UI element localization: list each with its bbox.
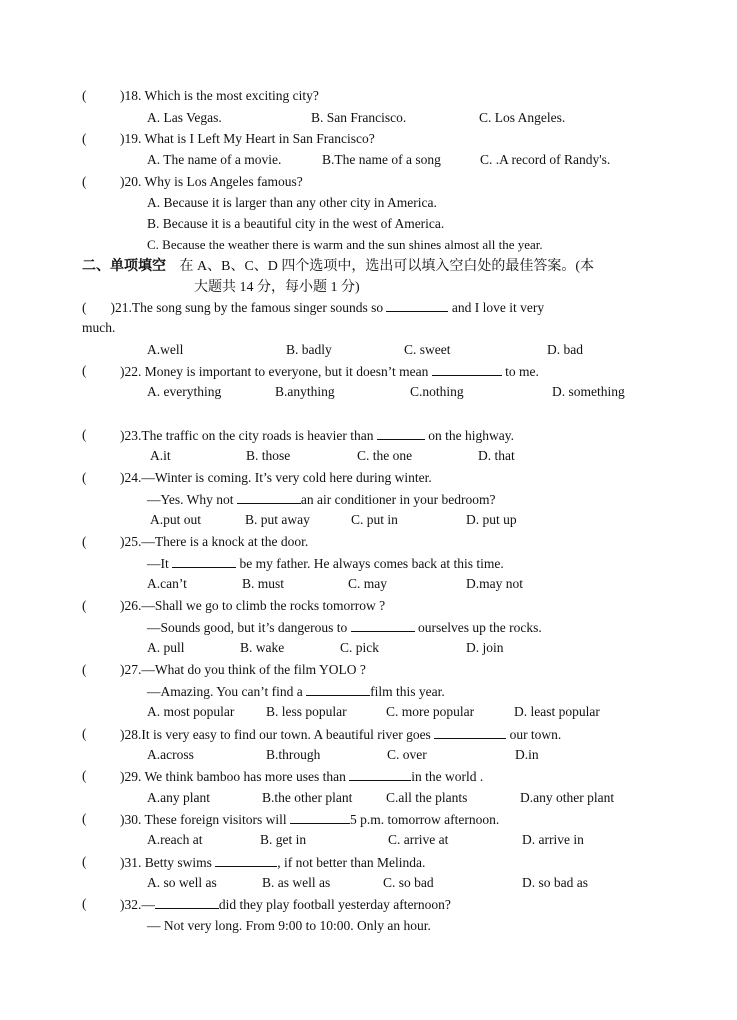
question-32-dialog: — Not very long. From 9:00 to 10:00. Only an hour. — [147, 918, 431, 933]
option-d: D.in — [515, 747, 539, 762]
option-c: C.nothing — [410, 384, 464, 399]
option-b: B. badly — [286, 342, 332, 357]
option-b: B.anything — [275, 384, 335, 399]
answer-blank — [306, 683, 370, 696]
option-d: D.any other plant — [520, 790, 615, 805]
option-a: A. so well as — [147, 875, 217, 890]
option-a: A.well — [147, 342, 184, 357]
option-c: C. pick — [340, 640, 379, 655]
answer-blank — [349, 768, 411, 781]
option-d: D. something — [552, 384, 625, 399]
section-heading — [82, 256, 657, 295]
question-25-dialog: —It be my father. He always comes back at this time. — [147, 556, 504, 571]
option-a: A. Las Vegas. — [147, 110, 222, 125]
option-b: B. get in — [260, 832, 307, 847]
option-c: C. more popular — [386, 704, 475, 719]
answer-paren: ( — [82, 363, 87, 378]
option-d: D. join — [466, 640, 504, 655]
answer-paren: ( — [82, 854, 87, 869]
option-a: A.put out — [150, 512, 202, 527]
option-a: A.across — [147, 747, 194, 762]
answer-blank — [386, 299, 448, 312]
answer-paren: ( — [82, 811, 87, 826]
option-b: B. must — [242, 576, 285, 591]
option-a: A.can’t — [147, 576, 187, 591]
option-b: B. as well as — [262, 875, 331, 890]
option-b: B. put away — [245, 512, 310, 527]
option-c: C. so bad — [383, 875, 434, 890]
option-c: C. Because the weather there is warm and the sun shines almost all the year. — [147, 237, 543, 252]
question-27-dialog: —Amazing. You can’t find a film this year. — [147, 684, 445, 699]
answer-paren: ( — [82, 896, 87, 911]
answer-paren: ( — [82, 470, 87, 485]
question-24-dialog: —Yes. Why not an air conditioner in your bedroom? — [147, 492, 496, 507]
question-21: ( )21.The song sung by the famous singer sounds so and I love it very — [82, 300, 545, 315]
answer-paren: ( — [82, 768, 87, 783]
option-d: D. arrive in — [522, 832, 584, 847]
option-c: C. may — [348, 576, 387, 591]
answer-blank — [237, 491, 301, 504]
option-d: D. put up — [466, 512, 517, 527]
option-b: B.the other plant — [262, 790, 353, 805]
section-title: 二、单项填空 — [82, 259, 166, 274]
option-a: A.it — [150, 448, 171, 463]
answer-blank — [290, 811, 350, 824]
answer-paren: ( — [82, 726, 87, 741]
option-c: C. over — [387, 747, 427, 762]
option-d: D.may not — [466, 576, 523, 591]
option-c: C.all the plants — [386, 790, 468, 805]
question-text: )19. What is I Left My Heart in San Francisco? — [120, 131, 375, 146]
option-b: B. Because it is a beautiful city in the west of America. — [147, 216, 445, 231]
answer-paren: ( — [82, 534, 87, 549]
answer-blank — [351, 619, 415, 632]
option-a: A.reach at — [147, 832, 203, 847]
option-d: D. so bad as — [522, 875, 588, 890]
option-a: A. pull — [147, 640, 185, 655]
section-instruction-cont: 大题共 14 分，每小题 1 分) — [194, 280, 360, 295]
answer-blank — [172, 555, 236, 568]
option-d: D. least popular — [514, 704, 600, 719]
option-b: B.The name of a song — [322, 152, 441, 167]
answer-blank — [432, 363, 502, 376]
answer-blank — [377, 427, 425, 440]
option-a: A. most popular — [147, 704, 235, 719]
option-a: A. Because it is larger than any other city in America. — [147, 195, 437, 210]
option-c: C. sweet — [404, 342, 451, 357]
option-d: D. bad — [547, 342, 583, 357]
answer-paren: ( — [82, 427, 87, 442]
option-b: B.through — [266, 747, 321, 762]
option-b: B. those — [246, 448, 291, 463]
question-text: )18. Which is the most exciting city? — [120, 88, 319, 103]
option-c: C. Los Angeles. — [479, 110, 566, 125]
option-b: B. wake — [240, 640, 285, 655]
option-b: B. less popular — [266, 704, 347, 719]
answer-paren: ( — [82, 300, 87, 315]
answer-blank — [155, 896, 219, 909]
option-a: A. The name of a movie. — [147, 152, 282, 167]
option-d: D. that — [478, 448, 515, 463]
answer-paren: ( — [82, 88, 87, 103]
answer-blank — [434, 726, 506, 739]
option-a: A. everything — [147, 384, 222, 399]
option-c: C. the one — [357, 448, 413, 463]
option-a: A.any plant — [147, 790, 210, 805]
option-c: C. .A record of Randy's. — [480, 152, 611, 167]
question-21-cont: much. — [82, 320, 116, 335]
answer-paren: ( — [82, 662, 87, 677]
section-instruction: 在 A、B、C、D 四个选项中，选出可以填入空白处的最佳答案。(本 — [179, 259, 595, 274]
option-c: C. put in — [351, 512, 398, 527]
answer-paren: ( — [82, 598, 87, 613]
answer-paren: ( — [82, 174, 87, 189]
question-26-dialog: —Sounds good, but it’s dangerous to ourselves up the rocks. — [147, 620, 542, 635]
question-text: )20. Why is Los Angeles famous? — [120, 174, 303, 189]
option-b: B. San Francisco. — [311, 110, 407, 125]
answer-blank — [215, 854, 277, 867]
option-c: C. arrive at — [388, 832, 449, 847]
answer-paren: ( — [82, 131, 87, 146]
